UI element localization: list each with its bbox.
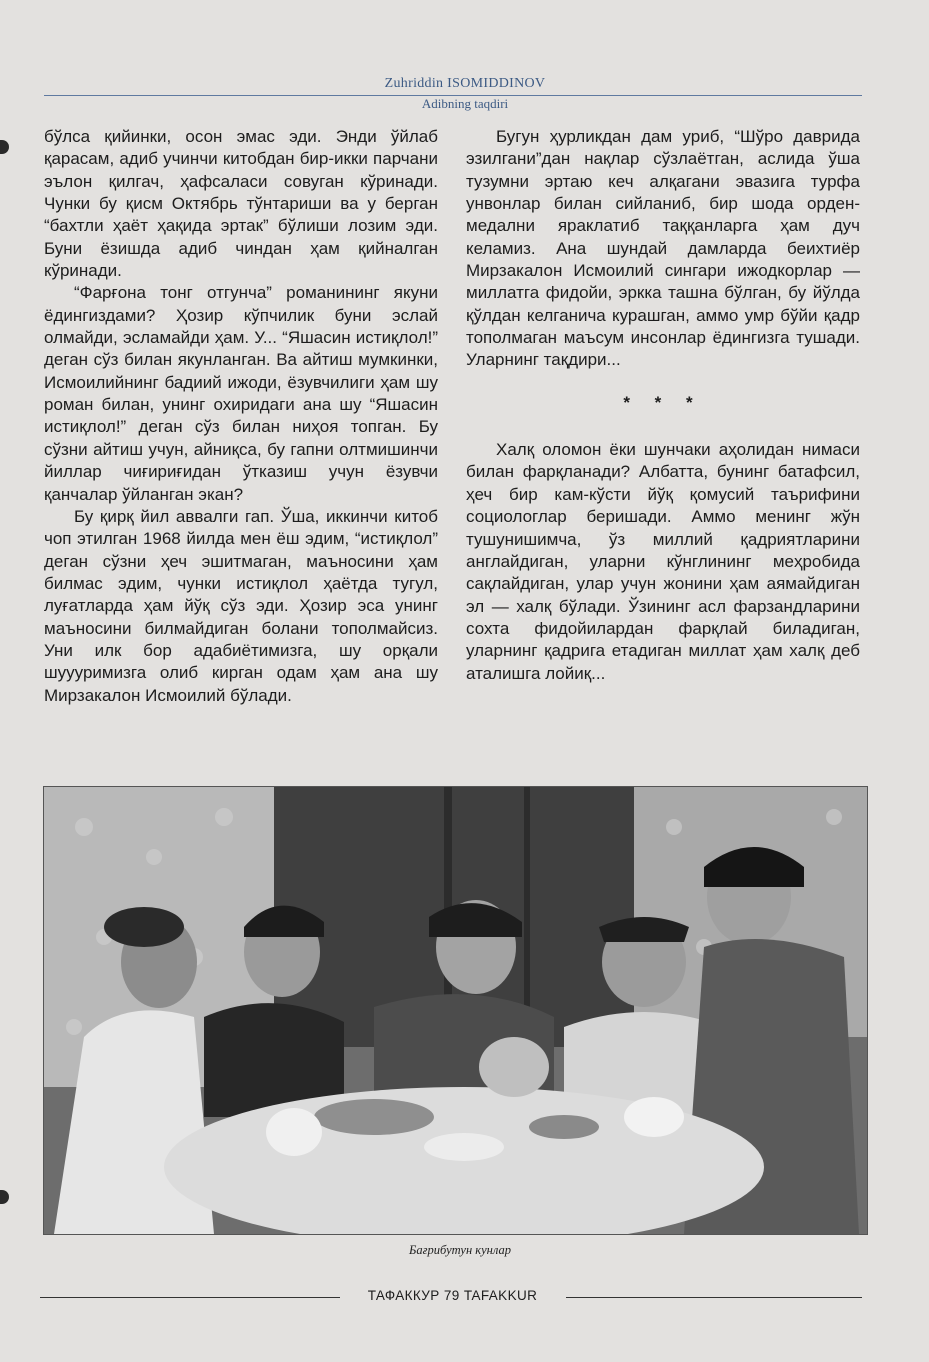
paragraph: Бугун ҳурликдан дам уриб, “Шўро даврида эзилгани”дан нақлар сўзлаётган, аслида ўша тузумни эртаю кеч алқагани эвазига турфа унвонлар билан сийланиб, бир шода орден-медални яраклатиб таққанларга ҳам дуч келамиз. Ана шундай дамларда беихтиёр Мирзакалон Исмоилий сингари ижодкорлар — миллатга фидойи, эркка ташна бўлган, бу йўлда қўлдан келганича курашган, аммо умр бўйи қадр тополмаган маъсум инсонлар ёдингизга тушади. Уларнинг тақдири... xyxy=(466,127,860,370)
punch-hole xyxy=(0,1190,9,1204)
header-subtitle: Adibning taqdiri xyxy=(421,96,509,111)
footer-rule-right xyxy=(566,1297,862,1298)
footer-journal-cyrillic: ТАФАККУР xyxy=(367,1288,440,1303)
section-separator: * * * xyxy=(623,392,703,412)
photo-caption: Бағрибутун кунлар xyxy=(409,1243,511,1257)
paragraph: бўлса қийинки, осон эмас эди. Энди ўйлаб қарасам, адиб учинчи китобдан бир-икки парчани эълон қилгач, ҳафсаласи совуган кўринади. Чунки бу қисм Октябрь тўнтариши ва у берган “бахтли ҳаёт ҳақида эртак” бўлиши лозим эди. Буни ёзишда адиб чиндан ҳам қийналган кўринади. xyxy=(44,127,438,281)
paragraph: Халқ оломон ёки шунчаки аҳолидан нимаси билан фарқланади? Албатта, бунинг батафсил, ҳеч бир кам-кўсти йўқ қомусий таърифини социологлар беришади. Аммо менинг жўн тушунишимча, ўз миллий қадриятларини англайдиган, уларни кўнглининг меҳробида сақлайдиган, улар учун жонини ҳам аямайдиган эл — халқ бўлади. Ўзининг асл фарзандларини сохта фидойилардан фарқлай биладиган, уларнинг қадрига етадиган миллат ҳам халқ деб аталишга лойиқ... xyxy=(466,440,860,683)
page-number: 79 xyxy=(443,1288,460,1303)
left-column xyxy=(44,126,438,707)
header-author: Zuhriddin ISOMIDDINOV xyxy=(384,76,546,91)
punch-hole xyxy=(0,140,9,154)
family-photo xyxy=(43,786,868,1235)
footer-text xyxy=(345,1288,560,1303)
photo-illustration xyxy=(44,787,867,1234)
paragraph: Бу қирқ йил аввалги гап. Ўша, иккинчи китоб чоп этилган 1968 йилда мен ёш эдим, “истиқлол” деган сўзни ҳеч эшитмаган, маъносини ҳам билмас эдим, чунки истиқлол ҳаётда тугул, луғатларда ҳам йўқ сўз эди. Ҳозир эса унинг маъносини билмайдиган болани тополмайсиз. Уни илк бор адабиётимизга, шу орқали шуууримизга олиб кирган одам ҳам ана шу Мирзакалон Исмоилий бўлади. xyxy=(44,506,438,705)
paragraph: “Фарғона тонг отгунча” романининг якуни ёдингиздами? Ҳозир кўпчилик буни эслай олмайди, эсламайди ҳам. У... “Яшасин истиқлол!” деган сўз билан якунланган. Ва айтиш мумкинки, Исмоилийнинг бадиий ижоди, ёзувчилиги ҳам шу роман билан, унинг охиридаги ана шу “Яшасин истиқлол!” деган сўз билан ниҳоя топган. Бу сўзни айтиш учун, айниқса, бу гапни олтмишинчи йиллар чиғириғидан ўтказиш учун ёзувчи қанчалар ўйланган экан? xyxy=(44,283,438,504)
footer-rule-left xyxy=(40,1297,340,1298)
right-column xyxy=(466,126,860,685)
footer-journal-latin: TAFAKKUR xyxy=(463,1288,538,1303)
page-footer xyxy=(0,1288,929,1308)
